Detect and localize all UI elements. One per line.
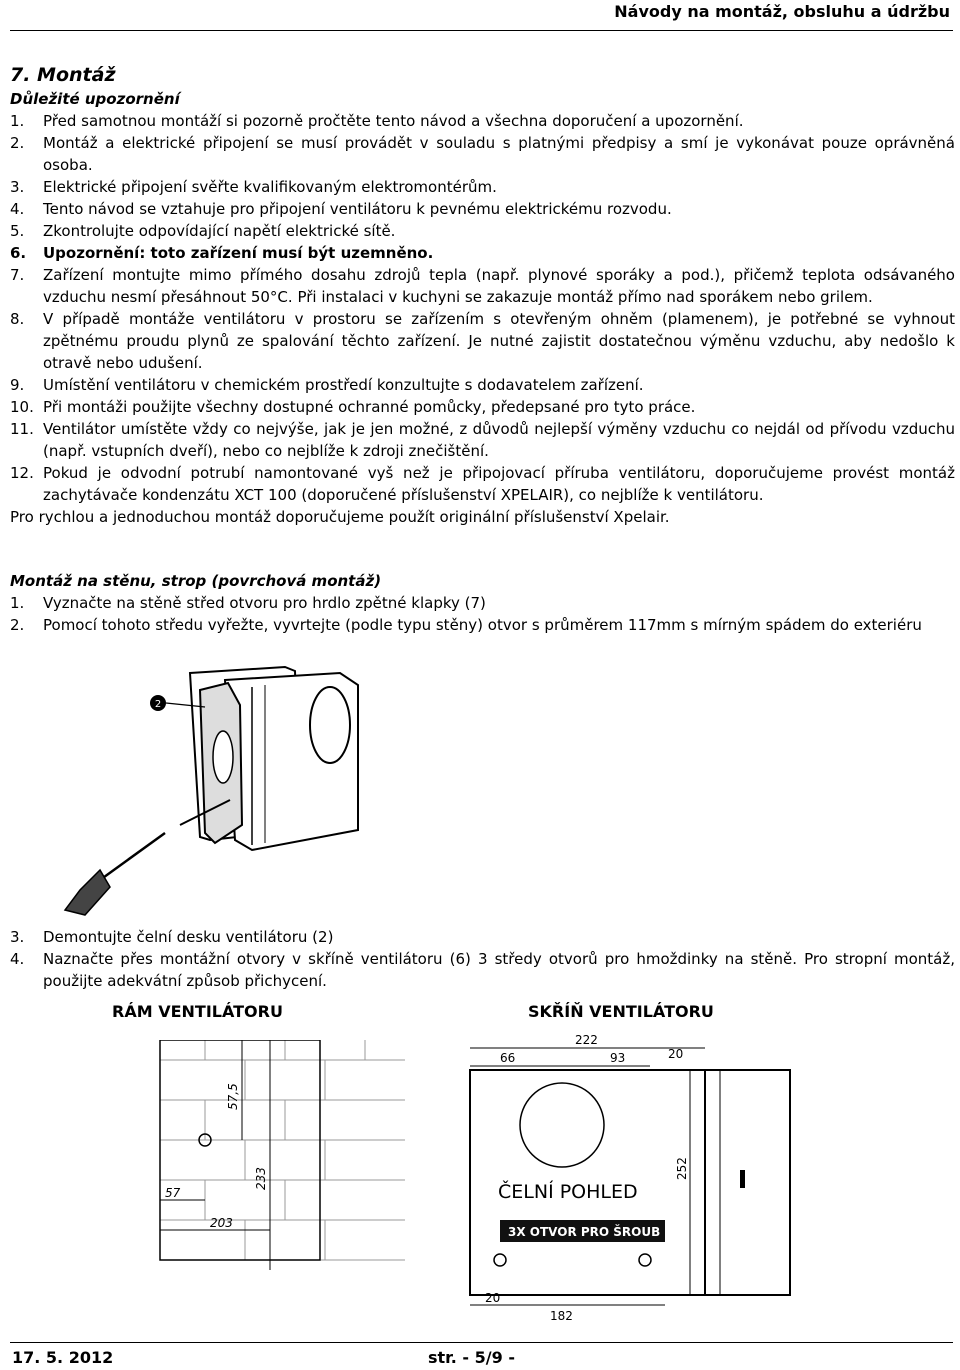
header-rule — [10, 30, 953, 31]
warning-list — [10, 110, 955, 506]
item-text: Elektrické připojení svěřte kvalifikovaným elektromontérům. — [43, 178, 497, 196]
header-title: Návody na montáž, obsluhu a údržbu — [614, 2, 950, 21]
footer-page-number: str. - 5/9 - — [428, 1348, 515, 1367]
wall-mount-steps-2 — [10, 926, 955, 992]
dim-222: 222 — [575, 1033, 598, 1047]
item-text: Tento návod se vztahuje pro připojení ventilátoru k pevnému elektrickému rozvodu. — [43, 200, 672, 218]
footer-date: 17. 5. 2012 — [12, 1348, 114, 1367]
dim-203: 203 — [210, 1216, 233, 1230]
frame-figure-label: RÁM VENTILÁTORU — [112, 1002, 283, 1021]
item-text: Pokud je odvodní potrubí namontované vyš než je připojovací příruba ventilátoru, doporučujeme provést montáž zachytávače kondenzátu XCT 100 (doporučené příslušenství XPELAIR), co nejblíže k ventilátoru. — [43, 464, 955, 504]
list-item — [10, 374, 955, 396]
housing-side — [705, 1070, 790, 1295]
list-item — [10, 264, 955, 308]
list-item — [10, 198, 955, 220]
screwdriver-hand — [65, 870, 110, 915]
item-text: Pomocí tohoto středu vyřežte, vyvrtejte (podle typu stěny) otvor s průměrem 117mm s mírným spádem do exteriéru — [43, 616, 922, 634]
item-text: Zkontrolujte odpovídající napětí elektrické sítě. — [43, 222, 396, 240]
dim-93: 93 — [610, 1051, 626, 1065]
frame-drawing — [105, 1040, 425, 1330]
dim-182: 182 — [550, 1309, 573, 1323]
item-number: 6. — [10, 244, 27, 262]
screwdriver-shaft — [100, 833, 165, 880]
frame-outline — [160, 1040, 320, 1260]
item-number: 3. — [10, 178, 25, 196]
front-view-text: ČELNÍ POHLED — [498, 1181, 638, 1203]
item-number: 7. — [10, 266, 25, 284]
list-item-grounding-warning — [10, 242, 955, 264]
section-subtitle: Důležité upozornění — [10, 90, 180, 108]
item-number: 1. — [10, 112, 25, 130]
item-number: 9. — [10, 376, 25, 394]
item-number: 2. — [10, 616, 25, 634]
item-text: Upozornění: toto zařízení musí být uzemněno. — [43, 244, 434, 262]
item-text: Zařízení montujte mimo přímého dosahu zdrojů tepla (např. plynové sporáky a pod.), přičemž teplota odsávaného vzduchu nesmí přesáhnout 50°C. Při instalaci v kuchyni se zakazuje montáž přímo nad sporákem nebo grilem. — [43, 266, 955, 306]
section-wall-mount — [10, 570, 955, 636]
item-text: Naznačte přes montážní otvory v skříně ventilátoru (6) 3 středy otvorů pro hmoždinky na stěně. Pro stropní montáž, použijte adekvátní způsob přichycení. — [43, 950, 955, 990]
duct-opening — [520, 1083, 604, 1167]
item-text: Při montáži použijte všechny dostupné ochranné pomůcky, předepsané pro tyto práce. — [43, 398, 696, 416]
list-item — [10, 220, 955, 242]
list-item — [10, 396, 955, 418]
list-item — [10, 926, 955, 948]
item-text: Ventilátor umístěte vždy co nejvýše, jak je jen možné, z důvodů nejlepší výměny vzduchu co nejdál od přívodu vzduchu (např. vstupních dveří), nebo co nejblíže k zdroji znečištění. — [43, 420, 955, 460]
dim-57: 57 — [165, 1186, 181, 1200]
dim-57-5: 57,5 — [226, 1083, 240, 1110]
item-number: 4. — [10, 200, 25, 218]
list-item — [10, 132, 955, 176]
item-number: 8. — [10, 310, 25, 328]
wall-mount-steps — [10, 592, 955, 636]
side-switch — [740, 1170, 745, 1188]
list-item — [10, 308, 955, 374]
list-item — [10, 948, 955, 992]
item-text: V případě montáže ventilátoru v prostoru se zařízením s otevřeným ohněm (plamenem), je potřebné se vyhnout zpětnému proudu plynů ze spalování těchto zařízení. Je nutné zajistit dostatečnou výměnu vzduchu, aby nedošlo k otravě nebo udušení. — [43, 310, 955, 372]
item-text: Demontujte čelní desku ventilátoru (2) — [43, 928, 334, 946]
item-number: 4. — [10, 950, 25, 968]
item-number: 12. — [10, 464, 34, 482]
wall-hatch — [160, 1040, 405, 1260]
list-item — [10, 418, 955, 462]
dim-233: 233 — [254, 1167, 268, 1190]
accessory-note: Pro rychlou a jednoduchou montáž doporučujeme použít originální příslušenství Xpelair. — [10, 508, 670, 526]
wall-mount-steps-continued — [10, 926, 955, 992]
housing-figure-label: SKŘÍŇ VENTILÁTORU — [528, 1002, 714, 1021]
housing-drawing — [450, 1030, 870, 1330]
dim-66: 66 — [500, 1051, 516, 1065]
item-number: 2. — [10, 134, 25, 152]
item-number: 1. — [10, 594, 25, 612]
dim-20-bottom: 20 — [485, 1291, 501, 1305]
item-text: Umístění ventilátoru v chemickém prostředí konzultujte s dodavatelem zařízení. — [43, 376, 644, 394]
list-item — [10, 462, 955, 506]
dim-20-top: 20 — [668, 1047, 684, 1061]
section-montaz — [10, 62, 955, 528]
installation-illustration — [40, 665, 370, 920]
list-item — [10, 614, 955, 636]
wall-mount-title: Montáž na stěnu, strop (povrchová montáž) — [10, 572, 382, 590]
section-title: 7. Montáž — [10, 64, 116, 86]
housing-opening — [310, 687, 350, 763]
list-item — [10, 176, 955, 198]
dim-252: 252 — [675, 1157, 689, 1180]
item-number: 5. — [10, 222, 25, 240]
list-item — [10, 110, 955, 132]
item-number: 11. — [10, 420, 34, 438]
item-text: Montáž a elektrické připojení se musí provádět v souladu s platnými předpisy a smí je vykonávat pouze oprávněná osoba. — [43, 134, 955, 174]
callout-number: 2 — [154, 699, 162, 710]
item-number: 10. — [10, 398, 34, 416]
item-text: Vyznačte na stěně střed otvoru pro hrdlo zpětné klapky (7) — [43, 594, 486, 612]
item-number: 3. — [10, 928, 25, 946]
item-text: Před samotnou montáží si pozorně pročtěte tento návod a všechna doporučení a upozornění. — [43, 112, 744, 130]
footer-rule — [10, 1342, 953, 1343]
screw-text: 3X OTVOR PRO ŠROUB — [508, 1225, 661, 1239]
list-item — [10, 592, 955, 614]
